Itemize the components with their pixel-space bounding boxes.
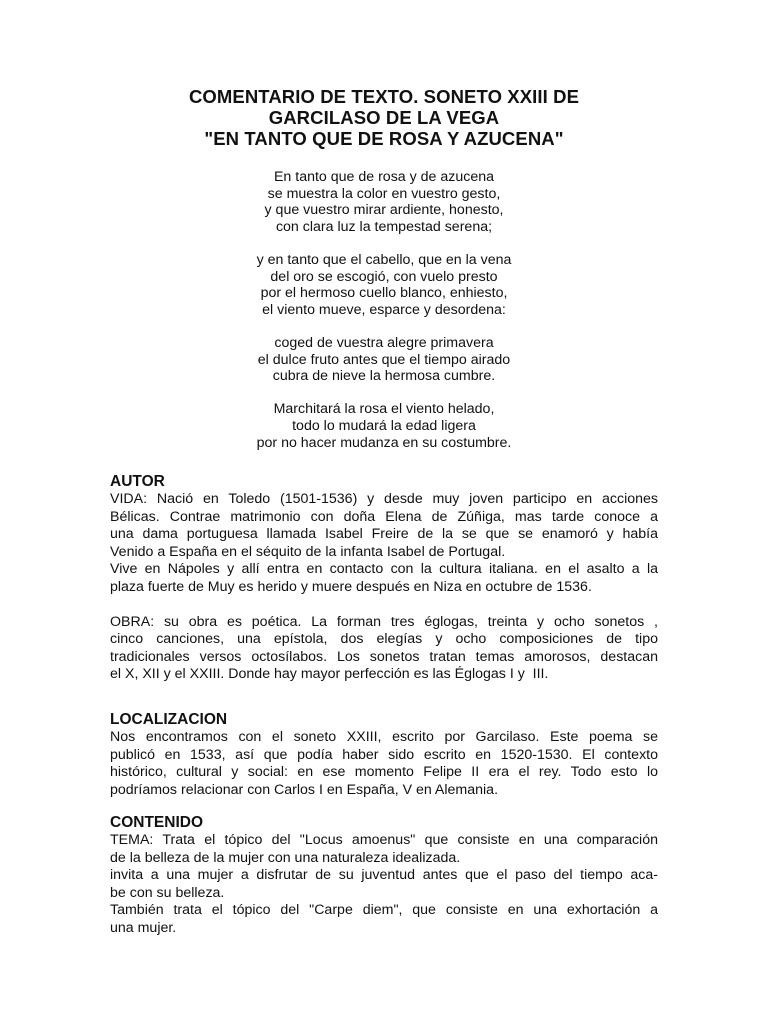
paragraph-localizacion <box>110 729 658 799</box>
title-line-1: COMENTARIO DE TEXTO. SONETO XXIII DE <box>188 86 580 107</box>
paragraph-vida <box>110 491 658 596</box>
paragraph-line: Nos encontramos con el soneto XXIII, escrito por Garcilaso. Este poema se <box>110 729 658 745</box>
poem-verse: Marchitará la rosa el viento helado, <box>273 401 495 418</box>
paragraph-line: una dama portuguesa llamada Isabel Freire de la se que se enamoró y había <box>110 526 658 542</box>
paragraph-line: Vive en Nápoles y allí entra en contacto con la cultura italiana. en el asalto a la <box>110 561 658 577</box>
paragraph-line: tradicionales versos octosílabos. Los sonetos tratan temas amorosos, destacan <box>110 648 658 665</box>
section-autor <box>110 473 658 684</box>
poem-verse: el viento mueve, esparce y desordena: <box>262 301 506 318</box>
poem-verse: con clara luz la tempestad serena; <box>275 218 493 235</box>
section-heading-localizacion: LOCALIZACION <box>110 711 228 728</box>
poem-stanza-1 <box>110 169 658 235</box>
paragraph-line: histórico, cultural y social: en ese momento Felipe II era el rey. Todo esto lo <box>110 764 658 780</box>
poem-verse: el dulce fruto antes que el tiempo airado <box>257 351 511 368</box>
poem-verse: En tanto que de rosa y de azucena <box>273 169 495 185</box>
section-localizacion <box>110 711 658 799</box>
poem-stanza-2 <box>110 252 658 318</box>
poem-verse: coged de vuestra alegre primavera <box>274 334 494 351</box>
poem-verse: cubra de nieve la hermosa cumbre. <box>272 368 496 385</box>
poem-stanza-4 <box>110 401 658 451</box>
document-title <box>110 86 658 149</box>
poem-verse: por no hacer mudanza en su costumbre. <box>256 434 512 451</box>
poem-verse: por el hermoso cuello blanco, enhiesto, <box>260 285 508 302</box>
paragraph-line: plaza fuerte de Muy es herido y muere después en Niza en octubre de 1536. <box>110 578 592 595</box>
poem-verse: y que vuestro mirar ardiente, honesto, <box>264 202 504 219</box>
section-contenido <box>110 814 658 937</box>
poem-verse: del oro se escogió, con vuelo presto <box>270 268 498 285</box>
title-line-2: GARCILASO DE LA VEGA <box>268 107 500 128</box>
sonnet-text <box>110 169 658 468</box>
paragraph-line: el X, XII y el XXIII. Donde hay mayor perfección es las Églogas I y III. <box>110 666 549 682</box>
paragraph-line: TEMA: Trata el tópico del "Locus amoenus" que consiste en una comparación <box>110 832 658 848</box>
poem-stanza-3 <box>110 335 658 385</box>
paragraph-line: invita a una mujer a disfrutar de su juventud antes que el paso del tiempo aca- <box>110 867 658 883</box>
poem-verse: se muestra la color en vuestro gesto, <box>267 185 501 202</box>
paragraph-line: OBRA: su obra es poética. La forman tres églogas, treinta y ocho sonetos , <box>110 613 658 630</box>
paragraph-line: una mujer. <box>110 919 177 936</box>
section-heading-autor: AUTOR <box>110 473 165 490</box>
paragraph-contenido <box>110 832 658 937</box>
section-heading-contenido: CONTENIDO <box>110 814 203 831</box>
title-line-3: "EN TANTO QUE DE ROSA Y AZUCENA" <box>204 128 564 149</box>
poem-verse: todo lo mudará la edad ligera <box>292 417 476 434</box>
paragraph-line: publicó en 1533, así que podía haber sido escrito en 1520-1530. El contexto <box>110 746 658 763</box>
paragraph-line: Venido a España en el séquito de la infanta Isabel de Portugal. <box>110 543 506 560</box>
paragraph-line: VIDA: Nació en Toledo (1501-1536) y desde muy joven participo en acciones <box>110 491 658 507</box>
paragraph-line: Bélicas. Contrae matrimonio con doña Elena de Zúñiga, mas tarde conoce a <box>110 508 658 525</box>
paragraph-line: podríamos relacionar con Carlos I en España, V en Alemania. <box>110 781 499 798</box>
paragraph-line: be con su belleza. <box>110 884 225 901</box>
paragraph-obra <box>110 614 658 684</box>
paragraph-line: de la belleza de la mujer con una naturaleza idealizada. <box>110 849 461 866</box>
poem-verse: y en tanto que el cabello, que en la vena <box>256 251 512 268</box>
paragraph-spacer <box>110 596 658 614</box>
paragraph-line: También trata el tópico del "Carpe diem", que consiste en una exhortación a <box>110 902 658 918</box>
paragraph-line: cinco canciones, una epístola, dos elegías y ocho composiciones de tipo <box>110 631 658 647</box>
